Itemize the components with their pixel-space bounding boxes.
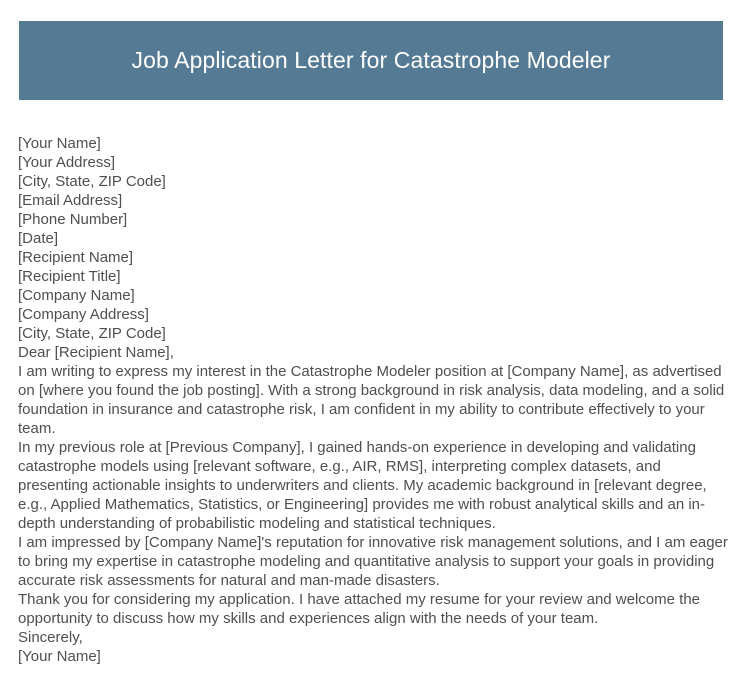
sender-address-block xyxy=(18,134,728,248)
letter-date: [Date] xyxy=(18,230,59,247)
body-paragraph-3: I am impressed by [Company Name]'s reputation for innovative risk management solutions, and I am eager to bring my expertise in catastrophe modeling and quantitative analysis to support your goals in providing accurate risk assessments for natural and man-made disasters. xyxy=(18,534,728,589)
document-header-banner xyxy=(19,21,723,100)
sender-email: [Email Address] xyxy=(18,192,123,209)
recipient-company-address: [Company Address] xyxy=(18,306,149,323)
signature-name: [Your Name] xyxy=(18,648,101,665)
recipient-company-name: [Company Name] xyxy=(18,287,135,304)
closing-salutation: Sincerely, xyxy=(18,629,83,646)
salutation: Dear [Recipient Name], xyxy=(18,344,174,361)
sender-city-state-zip: [City, State, ZIP Code] xyxy=(18,173,166,190)
sender-phone: [Phone Number] xyxy=(18,211,128,228)
body-paragraph-4: Thank you for considering my application. I have attached my resume for your review and welcome the opportunity to discuss how my skills and experiences align with the needs of your team. xyxy=(18,591,701,627)
sender-address: [Your Address] xyxy=(18,154,116,171)
document-title: Job Application Letter for Catastrophe Modeler xyxy=(131,46,611,73)
recipient-address-block xyxy=(18,248,728,343)
letter-body xyxy=(18,134,728,666)
body-paragraph-1: I am writing to express my interest in the Catastrophe Modeler position at [Company Name], as advertised on [where you found the job posting]. With a strong background in risk analysis, data modeling, and a solid foundation in insurance and catastrophe risk, I am confident in my ability to contribute effectively to your team. xyxy=(18,363,725,437)
recipient-name: [Recipient Name] xyxy=(18,249,134,266)
recipient-city-state-zip: [City, State, ZIP Code] xyxy=(18,325,166,342)
body-paragraph-2: In my previous role at [Previous Company], I gained hands-on experience in developing and validating catastrophe models using [relevant software, e.g., AIR, RMS], interpreting complex datasets, and presenting actionable insights to underwriters and clients. My academic background in [relevant degree, e.g., Applied Mathematics, Statistics, or Engineering] provides me with robust analytical skills and an in-depth understanding of probabilistic modeling and statistical techniques. xyxy=(18,439,707,532)
recipient-title: [Recipient Title] xyxy=(18,268,121,285)
sender-name: [Your Name] xyxy=(18,135,101,152)
